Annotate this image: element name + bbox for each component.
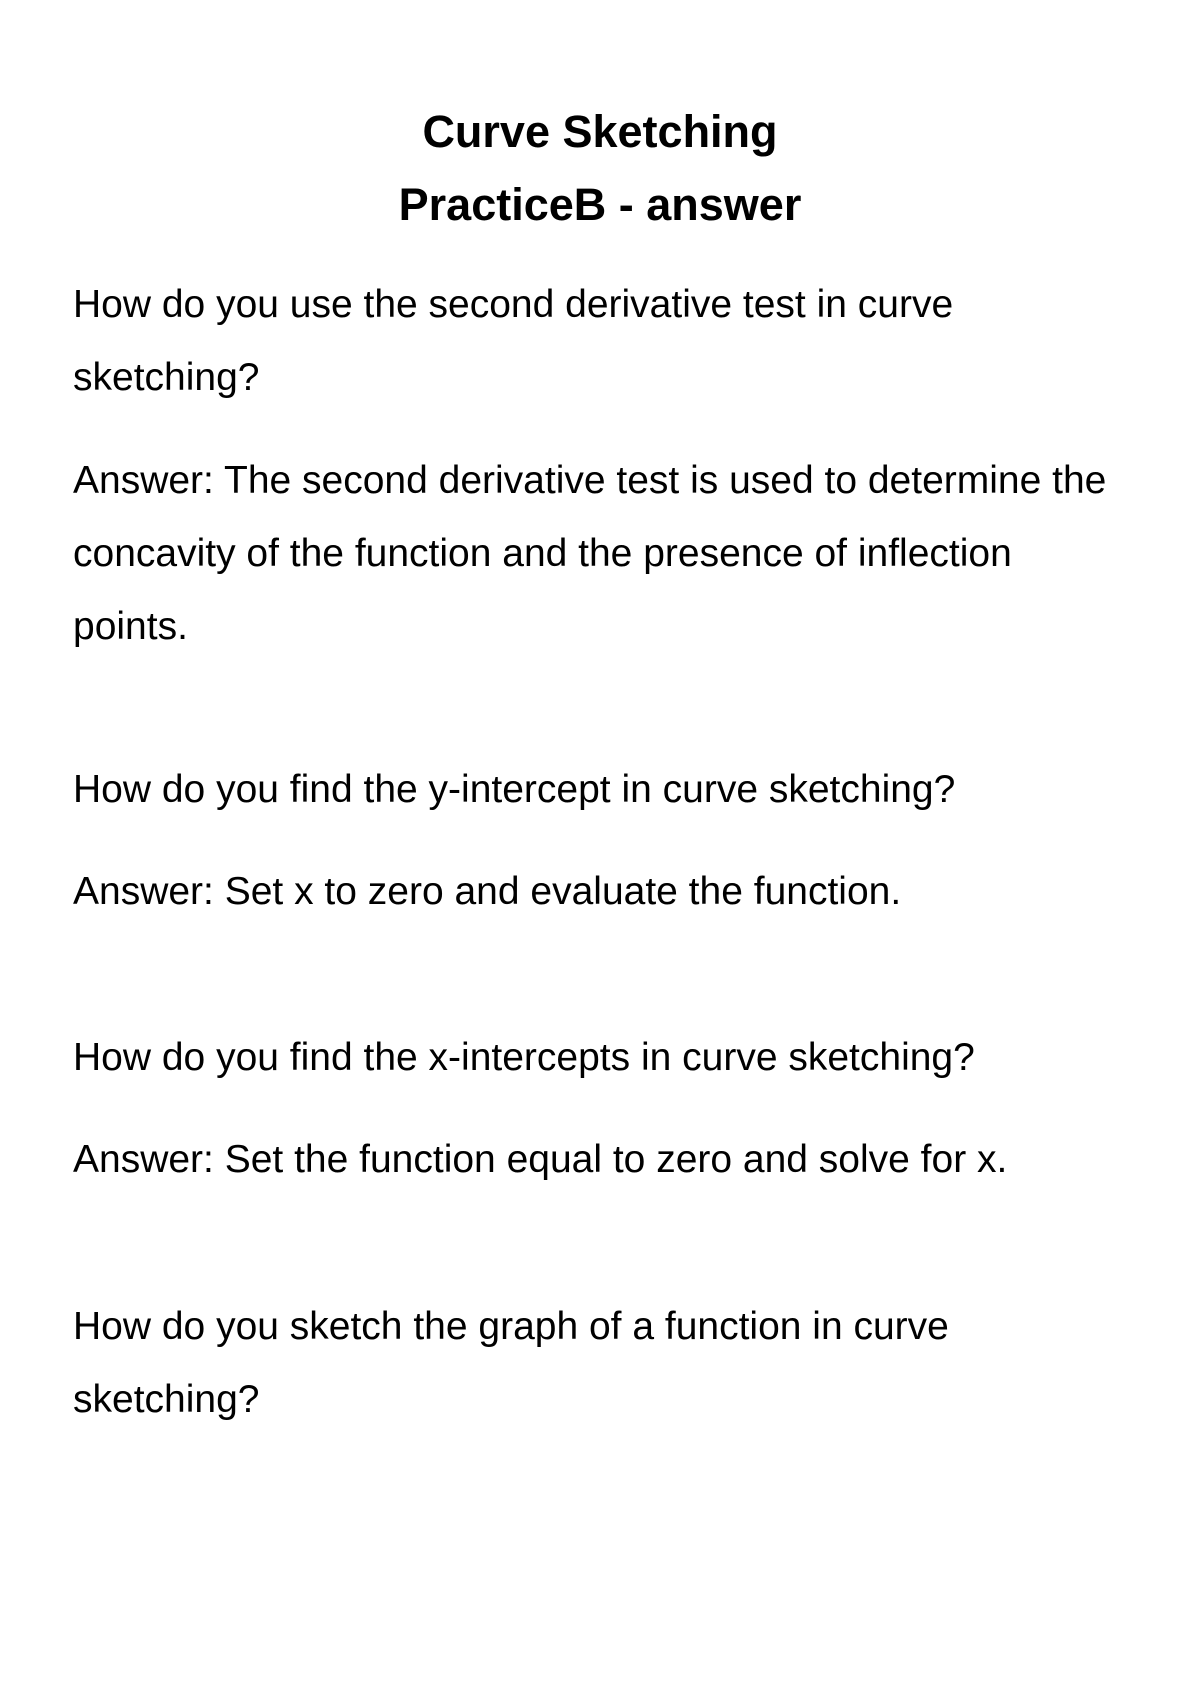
answer-2: Answer: Set x to zero and evaluate the function. [73, 870, 902, 913]
answer-3: Answer: Set the function equal to zero and solve for x. [73, 1138, 1008, 1181]
question-4: How do you sketch the graph of a function in curve sketching? [73, 1305, 949, 1421]
question-1: How do you use the second derivative test in curve sketching? [73, 283, 954, 399]
answer-1: Answer: The second derivative test is used to determine the concavity of the function and the presence of inflection points. [73, 459, 1107, 648]
question-3: How do you find the x-intercepts in curve sketching? [73, 1036, 975, 1079]
page-subtitle: PracticeB - answer [398, 179, 802, 230]
page-title: Curve Sketching [422, 106, 778, 157]
question-2: How do you find the y-intercept in curve sketching? [73, 768, 956, 811]
